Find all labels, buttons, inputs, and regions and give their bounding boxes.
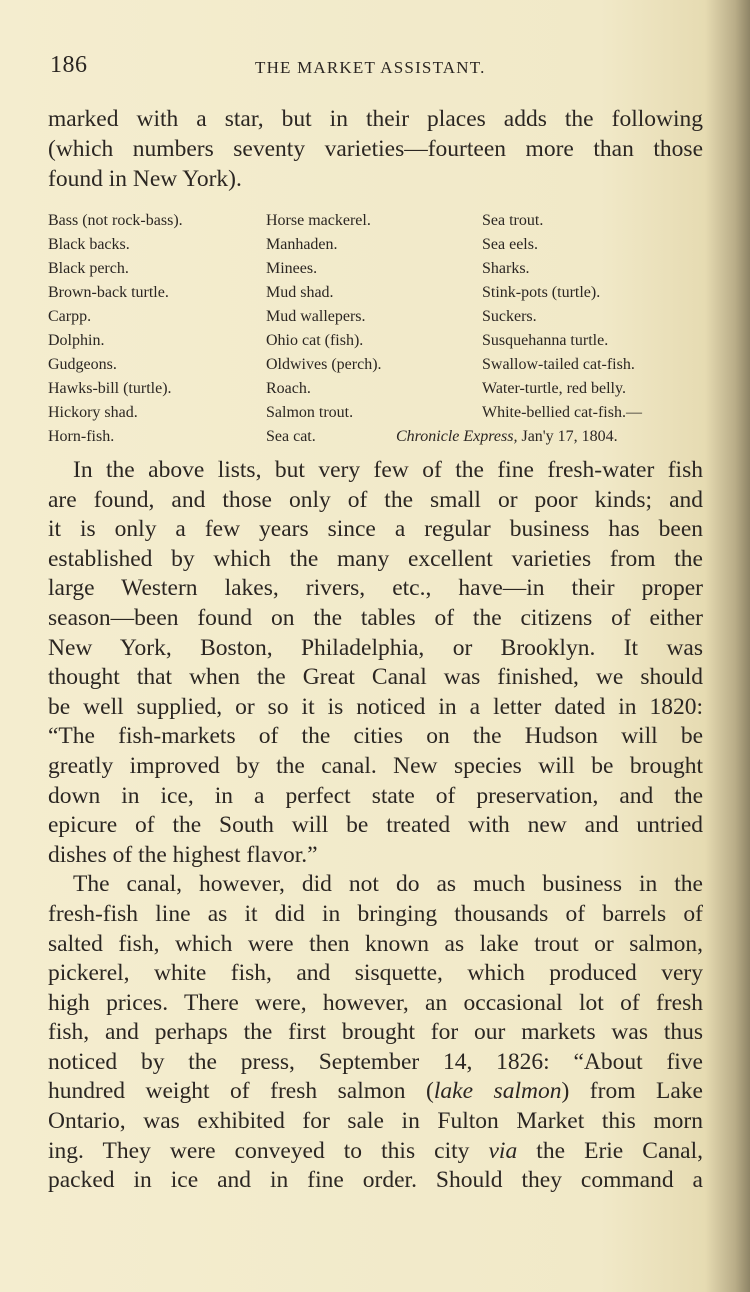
list-item: Mud shad.	[266, 284, 334, 301]
paragraph-2	[48, 870, 703, 1196]
list-item: Salmon trout.	[266, 404, 354, 421]
text-run: hundred weight of fresh salmon (	[48, 1078, 434, 1105]
text-line: be well supplied, or so it is noticed in a letter dated in 1820:	[48, 693, 703, 720]
text-line: large Western lakes, rivers, etc., have—in their proper	[48, 575, 703, 602]
text-line: The canal, however, did not do as much business in the	[73, 871, 703, 898]
running-head: THE MARKET ASSISTANT.	[255, 58, 486, 77]
fish-list-column-2	[266, 209, 382, 449]
paragraph-1	[48, 456, 703, 870]
text-line: pickerel, white fish, and sisquette, which produced very	[48, 960, 703, 987]
list-item: Manhaden.	[266, 236, 338, 253]
list-item: Hawks-bill (turtle).	[48, 380, 172, 397]
text-line: are found, and those only of the small or poor kinds; and	[48, 486, 703, 513]
text-line	[48, 1077, 703, 1107]
list-item: Hickory shad.	[48, 404, 138, 421]
text-line: fish, and perhaps the first brought for our markets was thus	[48, 1019, 703, 1046]
text-run: ing. They were conveyed to this city	[48, 1137, 489, 1164]
text-line	[48, 1137, 703, 1167]
list-item: Sea eels.	[482, 236, 538, 253]
text-line: high prices. There were, however, an occasional lot of fresh	[48, 989, 703, 1016]
italic-text: lake salmon	[433, 1078, 562, 1105]
text-line: “The fish-markets of the cities on the Hudson will be	[48, 723, 703, 750]
citation-source: Chronicle Express,	[396, 428, 518, 445]
list-item: Susquehanna turtle.	[482, 332, 609, 349]
text-line: New York, Boston, Philadelphia, or Brooklyn. It was	[48, 634, 703, 661]
text-line: In the above lists, but very few of the fine fresh-water fish	[73, 457, 703, 483]
fish-list	[48, 209, 698, 449]
list-item: Gudgeons.	[48, 356, 117, 373]
list-item: Black perch.	[48, 260, 129, 277]
text-line: it is only a few years since a regular business has been	[48, 516, 703, 543]
list-item: Oldwives (perch).	[266, 356, 382, 373]
intro-paragraph	[48, 104, 703, 194]
text-line: fresh-fish line as it did in bringing thousands of barrels of	[48, 900, 703, 927]
text-run: ) from Lake	[561, 1078, 703, 1105]
list-item: Mud wallepers.	[266, 308, 366, 325]
text-run: the Erie Canal,	[517, 1137, 703, 1164]
list-item: Horn-fish.	[48, 428, 115, 445]
list-item: Sea trout.	[482, 212, 544, 229]
text-line: packed in ice and in fine order. Should they command a	[48, 1167, 703, 1194]
text-line: (which numbers seventy varieties—fourteen more than those	[48, 136, 703, 162]
text-line: found in New York).	[48, 166, 242, 192]
list-item: Sea cat.	[266, 428, 316, 445]
list-item: Ohio cat (fish).	[266, 332, 364, 349]
list-item: Swallow-tailed cat-fish.	[482, 356, 635, 373]
text-line: Ontario, was exhibited for sale in Fulton Market this morn	[48, 1108, 703, 1135]
list-item: Bass (not rock-bass).	[48, 212, 183, 229]
fish-list-column-3	[482, 209, 642, 425]
citation-date: Jan'y 17, 1804.	[521, 428, 618, 445]
body-text	[48, 456, 703, 1196]
text-line: epicure of the South will be treated with new and untried	[48, 812, 703, 839]
list-item: Water-turtle, red belly.	[482, 380, 626, 397]
list-item: Dolphin.	[48, 332, 105, 349]
list-item: White-bellied cat-fish.—	[482, 404, 642, 421]
list-item: Brown-back turtle.	[48, 284, 169, 301]
text-line: greatly improved by the canal. New species will be brought	[48, 752, 703, 779]
list-item: Roach.	[266, 380, 311, 397]
list-item: Minees.	[266, 260, 318, 277]
list-item: Black backs.	[48, 236, 130, 253]
page-header	[50, 52, 700, 88]
text-line: marked with a star, but in their places adds the following	[48, 106, 703, 132]
list-item: Sharks.	[482, 260, 530, 277]
italic-text: via	[488, 1137, 518, 1164]
text-line: dishes of the highest flavor.”	[48, 841, 318, 868]
list-item: Carpp.	[48, 308, 92, 325]
list-item: Suckers.	[482, 308, 537, 325]
text-line: season—been found on the tables of the citizens of either	[48, 604, 703, 631]
page-number: 186	[50, 52, 88, 78]
list-item: Horse mackerel.	[266, 212, 371, 229]
text-line: salted fish, which were then known as lake trout or salmon,	[48, 930, 703, 957]
text-line: thought that when the Great Canal was finished, we should	[48, 664, 703, 691]
list-item: Stink-pots (turtle).	[482, 284, 601, 301]
list-citation	[396, 425, 618, 449]
text-line: down in ice, in a perfect state of preservation, and the	[48, 782, 703, 809]
text-line: established by which the many excellent varieties from the	[48, 545, 703, 572]
text-line: noticed by the press, September 14, 1826: “About five	[48, 1048, 703, 1075]
fish-list-column-1	[48, 209, 183, 449]
